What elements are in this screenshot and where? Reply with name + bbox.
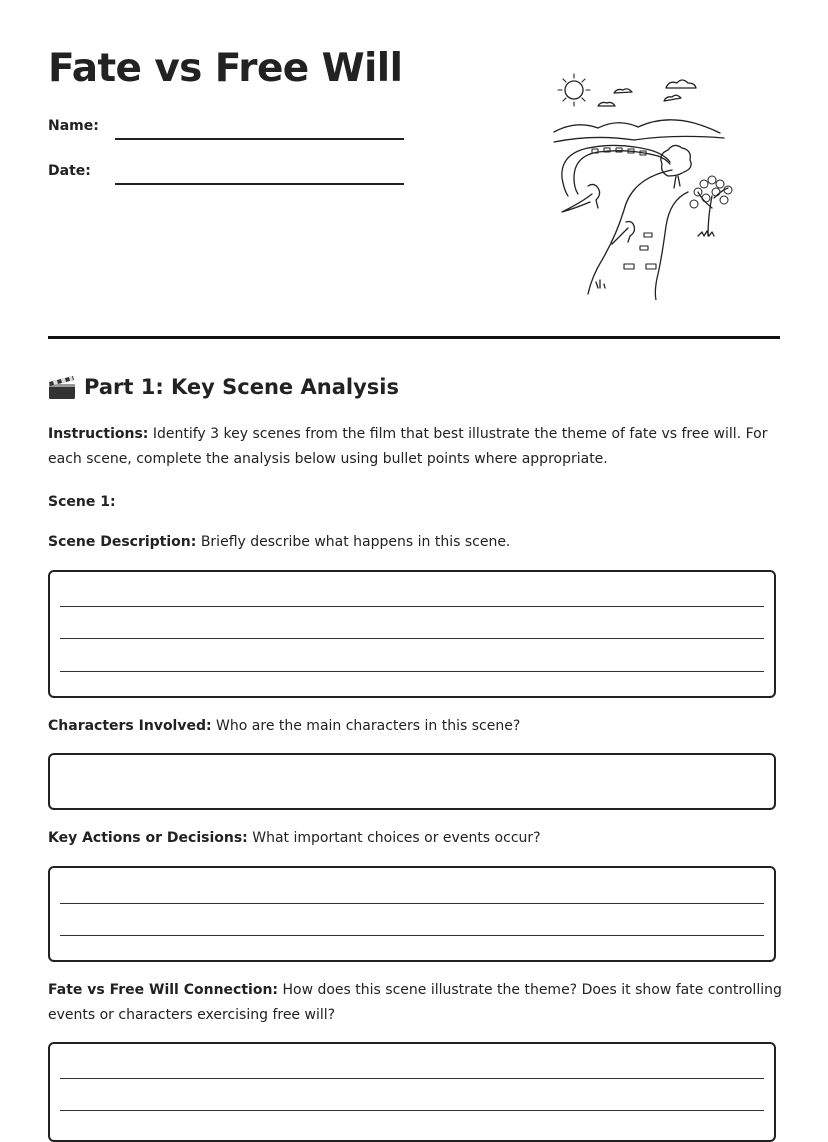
- name-label: Name:: [48, 118, 99, 134]
- date-field[interactable]: [115, 183, 404, 185]
- writing-line: [60, 1078, 764, 1079]
- writing-line: [60, 638, 764, 639]
- key-actions-answer-box[interactable]: [48, 866, 776, 962]
- writing-line: [60, 606, 764, 607]
- writing-line: [60, 935, 764, 936]
- question-label: Scene Description:: [48, 534, 197, 550]
- clapper-board-icon: [48, 374, 76, 400]
- question-label: Characters Involved:: [48, 718, 212, 734]
- question-fate-connection: [48, 978, 783, 1028]
- instructions-text: Identify 3 key scenes from the film that best illustrate the theme of fate vs free will. For each scene, complete the analysis below using bullet points where appropriate.: [48, 426, 768, 467]
- question-text: Who are the main characters in this scene?: [211, 718, 521, 734]
- writing-line: [60, 671, 764, 672]
- instructions: [48, 422, 783, 472]
- instructions-label: Instructions:: [48, 426, 149, 442]
- writing-line: [60, 1110, 764, 1111]
- scene-label: Scene 1:: [48, 494, 116, 510]
- question-text: Briefly describe what happens in this scene.: [196, 534, 511, 550]
- question-characters: [48, 714, 783, 739]
- question-text: How does this scene illustrate the theme? Does it show fate controlling events or characters exercising free will?: [48, 982, 782, 1023]
- fate-connection-answer-box[interactable]: [48, 1042, 776, 1142]
- question-key-actions: [48, 826, 783, 851]
- part1-heading: [48, 374, 399, 400]
- scene-description-answer-box[interactable]: [48, 570, 776, 698]
- question-label: Fate vs Free Will Connection:: [48, 982, 279, 998]
- section-divider: [48, 336, 780, 339]
- part1-heading-text: Part 1: Key Scene Analysis: [84, 375, 399, 399]
- name-field[interactable]: [115, 138, 404, 140]
- writing-line: [60, 903, 764, 904]
- question-text: What important choices or events occur?: [247, 830, 541, 846]
- date-label: Date:: [48, 163, 91, 179]
- characters-answer-box[interactable]: [48, 753, 776, 810]
- page-title: Fate vs Free Will: [48, 46, 403, 91]
- question-label: Key Actions or Decisions:: [48, 830, 248, 846]
- question-scene-description: [48, 530, 783, 555]
- winding-road-landscape-illustration: [548, 68, 744, 300]
